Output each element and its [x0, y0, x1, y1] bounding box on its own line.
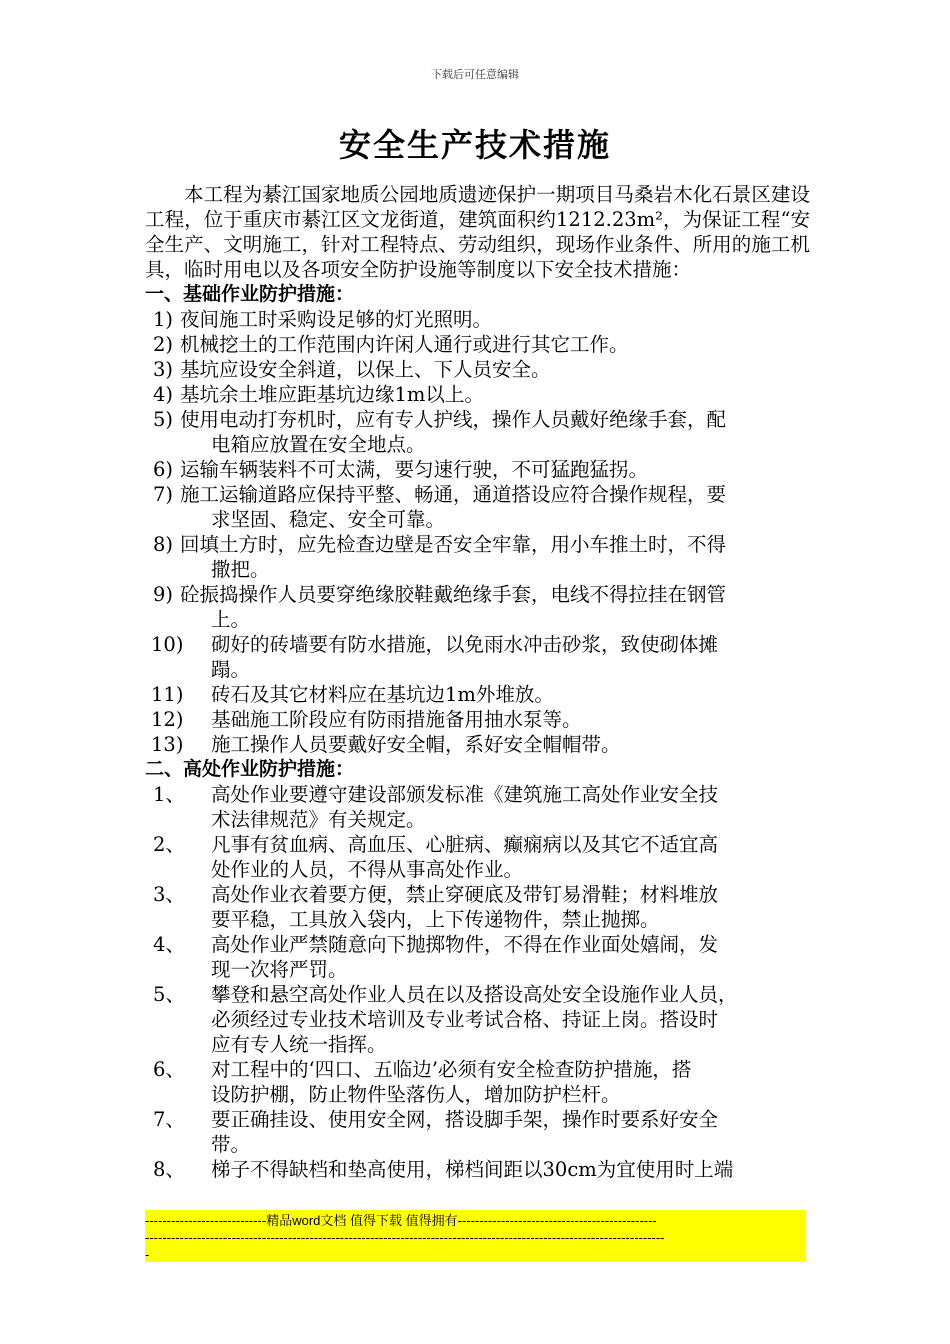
item-number: 13) [151, 733, 184, 756]
list-item [145, 457, 810, 482]
list-item [145, 782, 810, 832]
item-number: 8) [153, 533, 174, 556]
item-number: 3) [153, 358, 174, 381]
item-text: 运输车辆装料不可太满，要匀速行驶，不可猛跑猛拐。 [180, 458, 649, 481]
item-text: 高处作业要遵守建设部颁发标准《建筑施工高处作业安全技 [211, 783, 719, 806]
item-text-continued: 要平稳，工具放入袋内，上下传递物件，禁止抛掷。 [211, 908, 660, 931]
list-item [145, 532, 810, 582]
document-title: 安全生产技术措施 [338, 126, 611, 164]
item-text: 施工运输道路应保持平整、畅通，通道搭设应符合操作规程，要 [180, 483, 727, 506]
section-2-title: 二、高处作业防护措施： [145, 758, 355, 780]
item-text-continued: 设防护棚，防止物件坠落伤人，增加防护栏杆。 [211, 1083, 621, 1106]
footer-dash-line: ------------------------------------------------------------------------------------------------------------------------ [145, 1230, 665, 1245]
item-text: 高处作业严禁随意向下抛掷物件，不得在作业面处嬉闹，发 [211, 933, 719, 956]
item-text: 凡事有贫血病、高血压、心脏病、癫痫病以及其它不适宜高 [211, 833, 719, 856]
intro-paragraph: 本工程为綦江国家地质公园地质遗迹保护一期项目马桑岩木化石景区建设工程，位于重庆市綦江区文龙街道，建筑面积约1212.23m²，为保证工程“安全生产、文明施工，针对工程特点、劳动组织，现场作业条件、所用的施工机具，临时用电以及各项安全防护设施等制度以下安全技术措施： [145, 183, 810, 281]
item-text: 对工程中的‘四口、五临边’必须有安全检查防护措施，搭 [211, 1058, 692, 1081]
item-text-continued: 求坚固、稳定、安全可靠。 [211, 508, 446, 531]
header-note: 下载后可任意编辑 [431, 68, 519, 81]
item-number: 5) [153, 408, 174, 431]
item-number: 6、 [153, 1058, 185, 1081]
item-text: 梯子不得缺档和垫高使用，梯档间距以30cm为宜使用时上端 [211, 1158, 734, 1181]
list-item [145, 357, 810, 382]
item-number: 10) [151, 633, 184, 656]
list-item [145, 832, 810, 882]
item-text: 基坑应设安全斜道，以保上、下人员安全。 [180, 358, 551, 381]
footer-banner: ----------------------------精品word文档 值得下载 值得拥有---------------------------------------------- [145, 1213, 657, 1228]
item-text: 基础施工阶段应有防雨措施备用抽水泵等。 [211, 708, 582, 731]
footer-dash-end: - [145, 1247, 150, 1262]
list-item [145, 332, 810, 357]
item-number: 2、 [153, 833, 185, 856]
list-item [145, 382, 810, 407]
list-item [145, 632, 810, 682]
item-number: 5、 [153, 983, 185, 1006]
item-number: 8、 [153, 1158, 185, 1181]
item-text: 砌好的砖墙要有防水措施，以免雨水冲击砂浆，致使砌体摊 [211, 633, 719, 656]
item-text-continued: 带。 [211, 1133, 251, 1156]
section-1-list [145, 307, 810, 757]
item-text: 要正确挂设、使用安全网，搭设脚手架，操作时要系好安全 [211, 1108, 719, 1131]
item-text-continued: 撒把。 [211, 558, 270, 581]
item-text: 使用电动打夯机时，应有专人护线，操作人员戴好绝缘手套，配 [180, 408, 727, 431]
item-text: 基坑余土堆应距基坑边缘1m以上。 [180, 383, 484, 406]
item-text: 施工操作人员要戴好安全帽，系好安全帽帽带。 [211, 733, 621, 756]
list-item [145, 932, 810, 982]
item-text-continued: 现一次将严罚。 [211, 958, 348, 981]
item-number: 6) [153, 458, 174, 481]
list-item [145, 307, 810, 332]
item-number: 12) [151, 708, 184, 731]
list-item [145, 482, 810, 532]
item-text-continued: 必须经过专业技术培训及专业考试合格、持证上岗。搭设时 [211, 1008, 719, 1031]
document-body [145, 182, 810, 1182]
item-text-continued: 蹋。 [211, 658, 251, 681]
item-number: 11) [151, 683, 184, 706]
item-text: 夜间施工时采购设足够的灯光照明。 [180, 308, 493, 331]
section-1-title: 一、基础作业防护措施： [145, 283, 355, 305]
item-number: 7) [153, 483, 174, 506]
list-item [145, 1157, 810, 1182]
item-number: 1、 [153, 783, 185, 806]
item-number: 4、 [153, 933, 185, 956]
list-item [145, 882, 810, 932]
item-text: 砼振捣操作人员要穿绝缘胶鞋戴绝缘手套，电线不得拉挂在钢管 [180, 583, 727, 606]
item-text-continued: 上。 [211, 608, 251, 631]
item-text: 砖石及其它材料应在基坑边1m外堆放。 [211, 683, 554, 706]
list-item [145, 582, 810, 632]
item-text: 高处作业衣着要方便，禁止穿硬底及带钉易滑鞋；材料堆放 [211, 883, 719, 906]
item-text-continued: 术法律规范》有关规定。 [211, 808, 426, 831]
item-number: 2) [153, 333, 174, 356]
list-item [145, 1057, 810, 1107]
item-text: 回填土方时，应先检查边壁是否安全牢靠，用小车推土时，不得 [180, 533, 727, 556]
list-item [145, 982, 810, 1057]
list-item [145, 732, 810, 757]
item-number: 1) [153, 308, 174, 331]
list-item [145, 407, 810, 457]
item-number: 3、 [153, 883, 185, 906]
item-number: 4) [153, 383, 174, 406]
item-text: 机械挖土的工作范围内许闲人通行或进行其它工作。 [180, 333, 629, 356]
item-text: 攀登和悬空高处作业人员在以及搭设高处安全设施作业人员， [211, 983, 738, 1006]
item-number: 7、 [153, 1108, 185, 1131]
item-text-continued: 电箱应放置在安全地点。 [211, 433, 426, 456]
list-item [145, 682, 810, 707]
list-item [145, 707, 810, 732]
item-text-continued: 处作业的人员，不得从事高处作业。 [211, 858, 524, 881]
item-number: 9) [153, 583, 174, 606]
list-item [145, 1107, 810, 1157]
section-2-list [145, 782, 810, 1182]
item-text-continued: 应有专人统一指挥。 [211, 1033, 387, 1056]
